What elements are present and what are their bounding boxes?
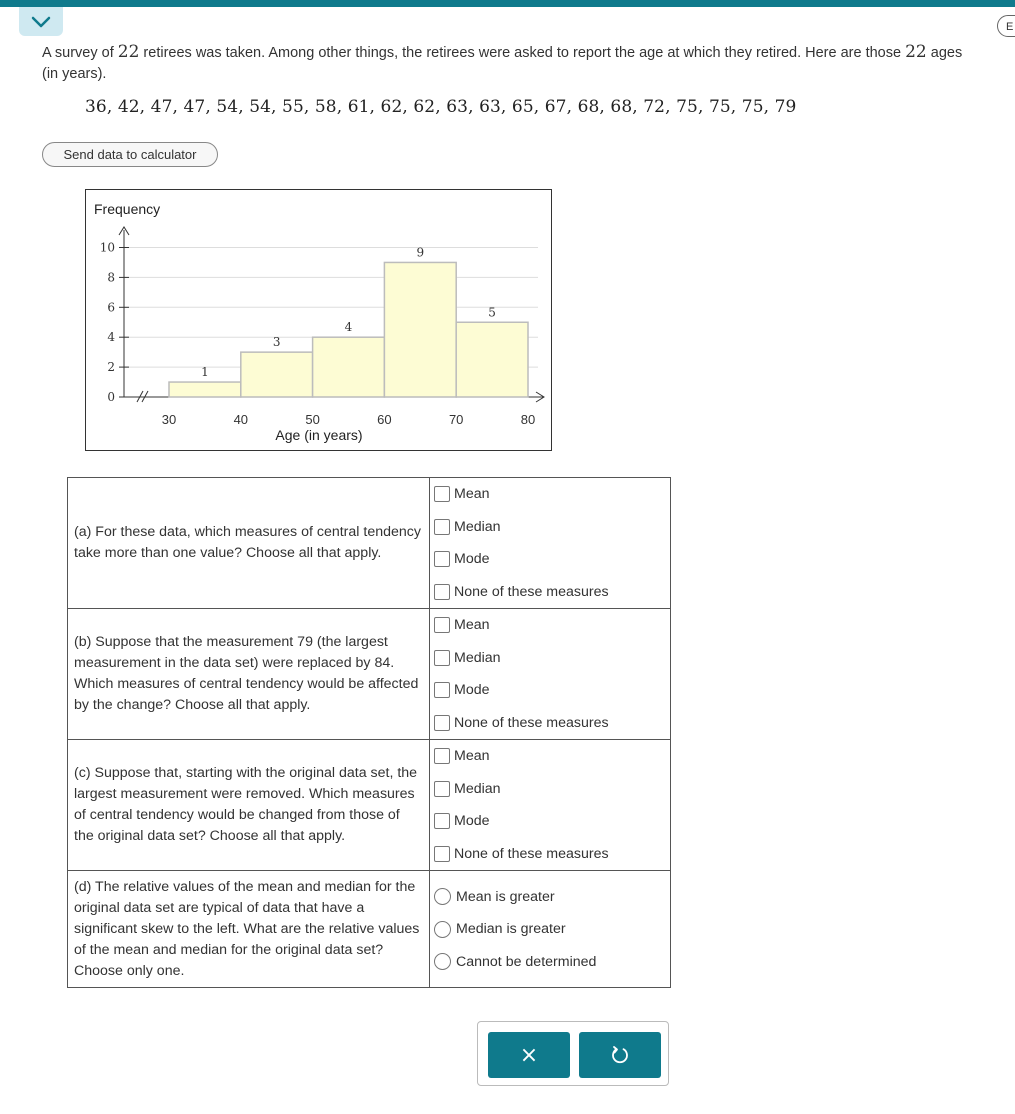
corner-button[interactable]: [997, 15, 1015, 37]
checkbox[interactable]: [434, 519, 450, 535]
radio-button[interactable]: [434, 953, 451, 970]
histogram-bar: [313, 337, 385, 397]
checkbox[interactable]: [434, 813, 450, 829]
bar-value-label: 1: [201, 365, 209, 380]
option-label: Median is greater: [456, 921, 566, 937]
bar-value-label: 5: [488, 305, 496, 320]
y-tick-label: 2: [107, 360, 115, 375]
intro-count-2: 22: [905, 42, 927, 62]
bar-value-label: 4: [344, 320, 353, 335]
y-axis-title: Frequency: [94, 201, 161, 217]
y-tick-label: 6: [107, 300, 115, 315]
x-tick-label: 40: [233, 412, 249, 427]
option-label: Mode: [454, 682, 490, 699]
question-text: (d) The relative values of the mean and median for the original data set are typical of data that have a significant skew to the left. What are the relative values of the mean and median for the original data set? Choose only one.: [68, 871, 430, 988]
checkbox-option[interactable]: [434, 707, 670, 740]
checkbox-option[interactable]: [434, 838, 670, 871]
option-label: None of these measures: [454, 714, 609, 731]
checkbox[interactable]: [434, 748, 450, 764]
checkbox-option[interactable]: [434, 805, 670, 838]
radio-option[interactable]: [434, 945, 670, 978]
intro-text-1: A survey of: [42, 45, 118, 61]
question-row: [68, 740, 671, 871]
intro-text-2: retirees was taken. Among other things, the retirees were asked to report the age at which they retired. Here are those: [139, 45, 906, 61]
option-label: Median: [454, 518, 501, 535]
checkbox[interactable]: [434, 781, 450, 797]
x-tick-label: 80: [520, 412, 536, 427]
intro-count: 22: [117, 42, 140, 62]
option-label: Mean is greater: [456, 888, 555, 905]
checkbox-option[interactable]: [434, 576, 670, 609]
histogram-bar: [241, 352, 313, 397]
top-accent-bar: [0, 0, 1015, 7]
x-tick-label: 30: [161, 412, 177, 427]
question-text: (c) Suppose that, starting with the original data set, the largest measurement were removed. Which measures of central tendency would be changed from those of the original data set? Choose all that apply.: [68, 740, 430, 871]
radio-button[interactable]: [434, 921, 451, 938]
histogram-bar: [384, 262, 456, 397]
histogram-svg: [86, 190, 553, 452]
question-row: [68, 609, 671, 740]
bar-value-label: 9: [416, 245, 425, 260]
checkbox-option[interactable]: [434, 478, 670, 511]
clear-button[interactable]: ×: [488, 1032, 570, 1078]
chevron-down-icon: [31, 16, 51, 28]
checkbox[interactable]: [434, 551, 450, 567]
option-label: Cannot be determined: [456, 953, 597, 970]
checkbox-option[interactable]: [434, 642, 670, 675]
option-label: Mode: [454, 551, 490, 568]
checkbox[interactable]: [434, 846, 450, 862]
histogram-bar: [456, 322, 528, 397]
x-tick-label: 50: [305, 412, 320, 427]
checkbox-option[interactable]: [434, 511, 670, 544]
checkbox[interactable]: [434, 682, 450, 698]
checkbox[interactable]: [434, 486, 450, 502]
option-label: Mode: [454, 813, 490, 830]
checkbox[interactable]: [434, 650, 450, 666]
option-label: None of these measures: [454, 845, 609, 862]
checkbox-option[interactable]: [434, 543, 670, 576]
y-tick-label: 4: [107, 330, 115, 345]
checkbox-option[interactable]: [434, 674, 670, 707]
x-tick-label: 70: [448, 412, 464, 427]
radio-button[interactable]: [434, 888, 451, 905]
corner-button-label: E: [1006, 21, 1014, 33]
y-tick-label: 0: [107, 390, 115, 404]
question-text: (a) For these data, which measures of central tendency take more than one value? Choose all that apply.: [68, 478, 430, 609]
checkbox-option[interactable]: [434, 740, 670, 773]
send-data-button[interactable]: Send data to calculator: [42, 142, 218, 167]
radio-option[interactable]: [434, 880, 670, 913]
question-options: [430, 478, 671, 609]
checkbox[interactable]: [434, 584, 450, 600]
histogram-bar: [169, 382, 241, 397]
reset-button[interactable]: [579, 1032, 661, 1078]
questions-table: [67, 477, 671, 988]
y-tick-label: 10: [99, 240, 115, 255]
y-tick-label: 8: [107, 270, 115, 285]
checkbox-option[interactable]: [434, 609, 670, 642]
question-options: [430, 871, 671, 988]
question-text: (b) Suppose that the measurement 79 (the largest measurement in the data set) were replaced by 84. Which measures of central tendency would be affected by the change? Choose all that apply.: [68, 609, 430, 740]
problem-intro: [42, 42, 982, 85]
checkbox-option[interactable]: [434, 773, 670, 806]
question-row: [68, 478, 671, 609]
histogram-chart: [85, 189, 552, 451]
x-axis-title: Age (in years): [275, 427, 363, 443]
option-label: Median: [454, 780, 501, 797]
collapse-button[interactable]: [19, 7, 63, 36]
bar-value-label: 3: [272, 335, 281, 350]
option-label: Mean: [454, 617, 490, 634]
option-label: None of these measures: [454, 583, 609, 600]
option-label: Median: [454, 649, 501, 666]
x-tick-label: 60: [377, 412, 392, 427]
question-row: [68, 871, 671, 988]
option-label: Mean: [454, 486, 490, 503]
intro-text-3: ages (in years).: [42, 45, 963, 82]
action-panel: [477, 1021, 669, 1086]
undo-icon: [610, 1045, 630, 1065]
checkbox[interactable]: [434, 715, 450, 731]
option-label: Mean: [454, 748, 490, 765]
question-options: [430, 740, 671, 871]
question-options: [430, 609, 671, 740]
checkbox[interactable]: [434, 617, 450, 633]
dataset-values: 36, 42, 47, 47, 54, 54, 55, 58, 61, 62, 62, 63, 63, 65, 67, 68, 68, 72, 75, 75, 75, 79: [85, 97, 797, 117]
radio-option[interactable]: [434, 913, 670, 946]
